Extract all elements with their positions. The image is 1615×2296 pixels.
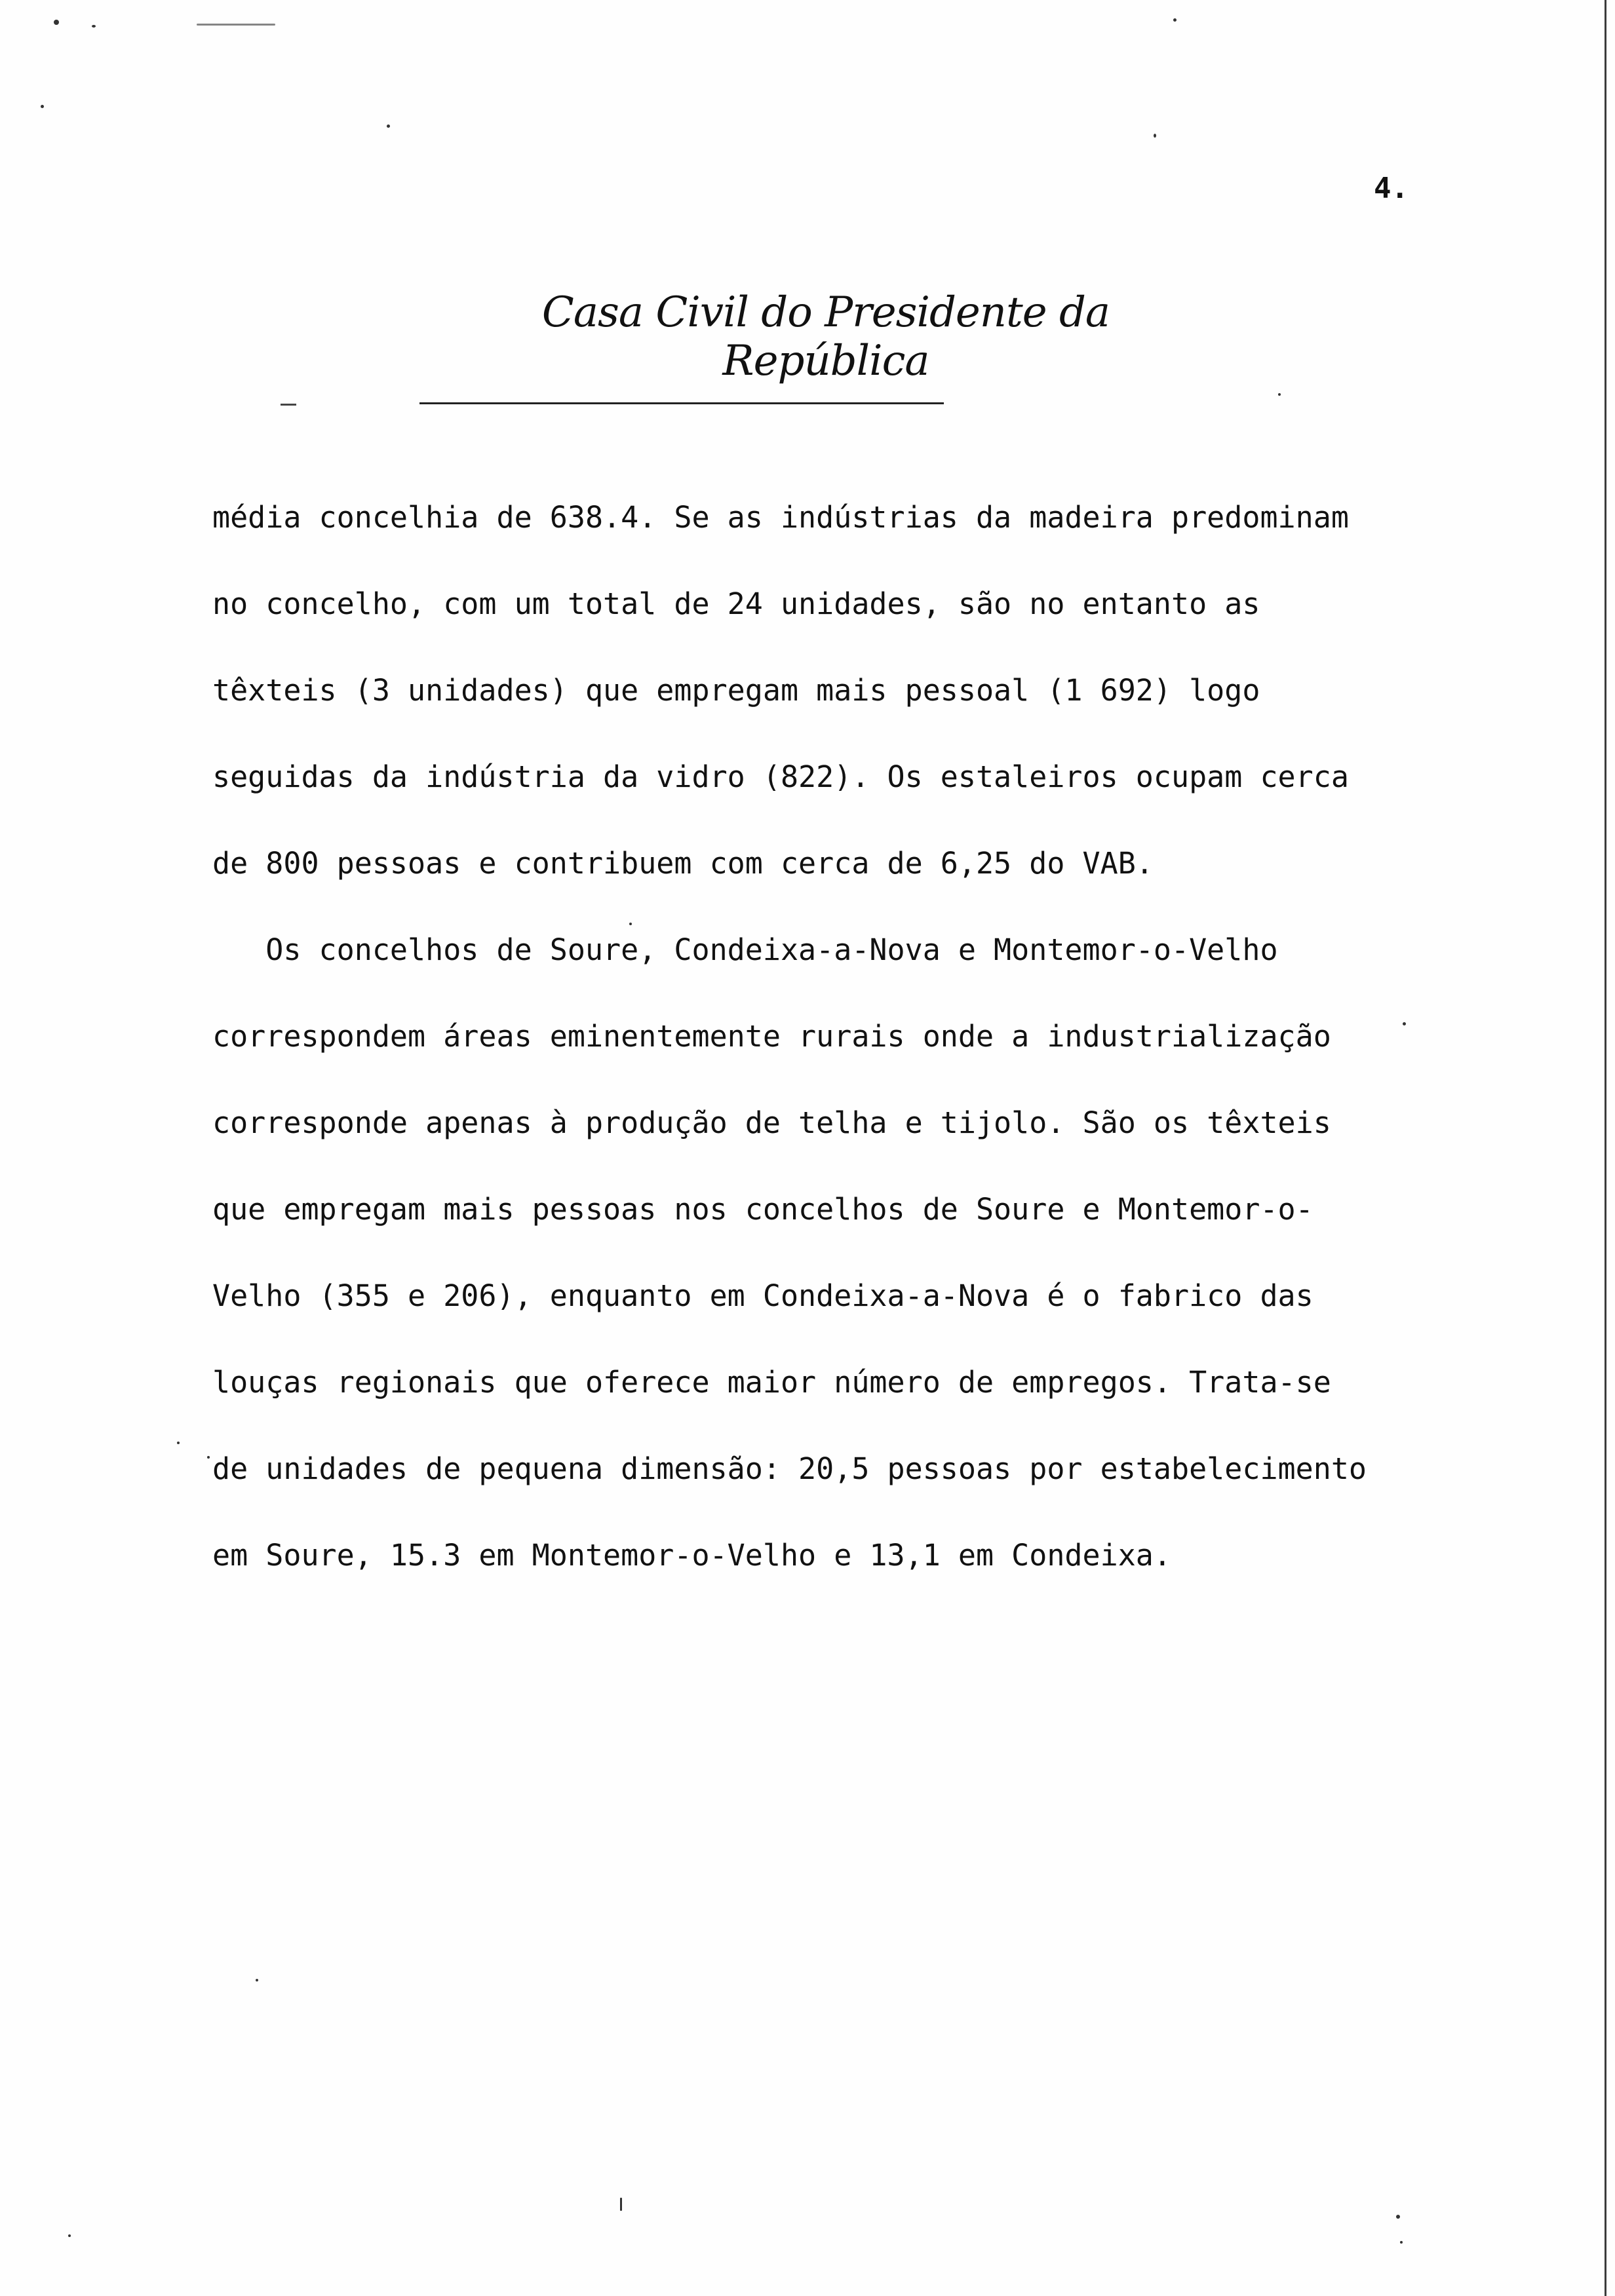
scan-speck	[41, 105, 44, 108]
body-line: média concelhia de 638.4. Se as indústrias da madeira predominam	[212, 500, 1349, 535]
scan-speck	[197, 24, 275, 26]
body-line: seguidas da indústria da vidro (822). Os estaleiros ocupam cerca	[212, 759, 1349, 794]
scan-speck	[1396, 2215, 1400, 2219]
body-line: Os concelhos de Soure, Condeixa-a-Nova e Montemor-o-Velho	[212, 932, 1278, 967]
body-line: correspondem áreas eminentemente rurais onde a industrialização	[212, 1019, 1331, 1054]
body-line: têxteis (3 unidades) que empregam mais pessoal (1 692) logo	[212, 673, 1260, 708]
letterhead-rule	[419, 402, 944, 404]
body-line: de 800 pessoas e contribuem com cerca de 6,25 do VAB.	[212, 846, 1154, 881]
scan-speck	[1403, 1022, 1406, 1025]
body-line: corresponde apenas à produção de telha e tijolo. São os têxteis	[212, 1105, 1331, 1140]
scan-speck	[387, 124, 390, 128]
body-text	[212, 446, 1523, 1628]
scan-speck	[1278, 393, 1281, 396]
body-line: louças regionais que oferece maior número de empregos. Trata-se	[212, 1365, 1331, 1400]
scan-speck	[620, 2198, 622, 2211]
scan-speck	[1400, 2241, 1403, 2244]
scan-speck	[1154, 134, 1156, 138]
scan-speck	[629, 923, 632, 925]
letterhead-title: Casa Civil do Presidente da República	[541, 288, 1110, 385]
body-line: no concelho, com um total de 24 unidades, são no entanto as	[212, 586, 1260, 621]
scan-speck	[92, 25, 96, 28]
scan-speck	[207, 1456, 210, 1459]
body-line: que empregam mais pessoas nos concelhos de Soure e Montemor-o-	[212, 1192, 1313, 1227]
scan-speck	[68, 2234, 71, 2237]
body-line: de unidades de pequena dimensão: 20,5 pessoas por estabelecimento	[212, 1451, 1367, 1486]
scan-speck	[54, 20, 59, 25]
scan-speck	[256, 1979, 258, 1981]
body-line: em Soure, 15.3 em Montemor-o-Velho e 13,1 em Condeixa.	[212, 1538, 1171, 1573]
scan-speck	[1173, 18, 1177, 22]
page-number: 4.	[1374, 172, 1409, 205]
scan-speck	[177, 1442, 180, 1444]
scan-edge-line	[1605, 0, 1606, 2296]
letterhead-rule-dash	[281, 404, 296, 406]
body-line: Velho (355 e 206), enquanto em Condeixa-a-Nova é o fabrico das	[212, 1278, 1313, 1313]
